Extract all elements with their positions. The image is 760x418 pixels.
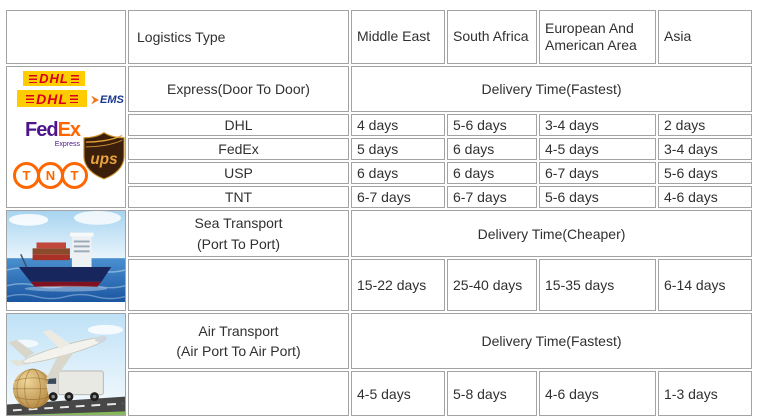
ems-logo-text: EMS xyxy=(100,94,124,106)
header-region-european-american: European And American Area xyxy=(539,10,656,64)
delivery-value: 3-4 days xyxy=(658,138,752,160)
header-region-south-africa: South Africa xyxy=(447,10,537,64)
tnt-letter-t: T xyxy=(61,162,88,189)
svg-text:ups: ups xyxy=(90,151,118,169)
dhl-stripes-icon xyxy=(70,95,78,103)
ems-logo-icon xyxy=(91,94,126,106)
delivery-value: 3-4 days xyxy=(539,114,656,136)
delivery-value: 15-35 days xyxy=(539,259,656,311)
dhl-stripes-icon xyxy=(71,75,79,83)
delivery-value: 6 days xyxy=(351,162,445,184)
carrier-logos-image xyxy=(7,67,125,194)
delivery-value: 4-5 days xyxy=(351,371,445,416)
fedex-fed-text: Fed xyxy=(25,119,58,141)
express-section-label: Express(Door To Door) xyxy=(128,66,349,112)
tnt-letter-n: N xyxy=(37,162,64,189)
fedex-express-text: Express xyxy=(54,141,81,148)
delivery-value: 5-6 days xyxy=(539,186,656,208)
delivery-value: 1-3 days xyxy=(658,371,752,416)
delivery-value: 6 days xyxy=(447,162,537,184)
sea-delivery-label: Delivery Time(Cheaper) xyxy=(351,210,752,257)
air-empty-cell xyxy=(128,371,349,416)
delivery-value: 4-5 days xyxy=(539,138,656,160)
delivery-value: 6-7 days xyxy=(351,186,445,208)
delivery-value: 2 days xyxy=(658,114,752,136)
carrier-name: USP xyxy=(128,162,349,184)
dhl-logo-text: DHL xyxy=(39,71,69,86)
tnt-logo-icon xyxy=(13,162,85,189)
header-region-middle-east: Middle East xyxy=(351,10,445,64)
fedex-logo-icon xyxy=(25,120,80,148)
air-transport-image xyxy=(7,314,125,415)
carrier-name: FedEx xyxy=(128,138,349,160)
dhl-stripes-icon xyxy=(26,95,34,103)
ems-arrow-icon xyxy=(91,96,99,105)
air-header-row xyxy=(6,313,752,369)
sea-label-line2: (Port To Port) xyxy=(197,235,280,252)
dhl-logo-text: DHL xyxy=(36,90,68,107)
ups-logo-icon xyxy=(83,131,125,183)
sea-transport-image xyxy=(7,211,125,302)
dhl-stripes-icon xyxy=(29,75,37,83)
delivery-value: 4-6 days xyxy=(539,371,656,416)
header-region-asia: Asia xyxy=(658,10,752,64)
air-label-line1: Air Transport xyxy=(198,322,279,339)
air-section-label xyxy=(128,313,349,369)
express-logos-cell xyxy=(6,66,126,208)
delivery-value: 25-40 days xyxy=(447,259,537,311)
delivery-value: 5-8 days xyxy=(447,371,537,416)
dhl-logo-icon xyxy=(23,71,85,86)
delivery-value: 6-7 days xyxy=(539,162,656,184)
sea-empty-cell xyxy=(128,259,349,311)
delivery-value: 4 days xyxy=(351,114,445,136)
delivery-value: 6 days xyxy=(447,138,537,160)
dhl-logo-icon xyxy=(17,90,87,107)
sea-label-line1: Sea Transport xyxy=(194,215,283,232)
delivery-value: 5-6 days xyxy=(658,162,752,184)
sea-section-label xyxy=(128,210,349,257)
express-header-row xyxy=(6,66,752,112)
air-delivery-label: Delivery Time(Fastest) xyxy=(351,313,752,369)
logistics-table xyxy=(4,8,754,418)
header-logo-spacer-cell xyxy=(6,10,126,64)
delivery-value: 6-7 days xyxy=(447,186,537,208)
tnt-letter-t: T xyxy=(13,162,40,189)
delivery-value: 6-14 days xyxy=(658,259,752,311)
delivery-value: 5-6 days xyxy=(447,114,537,136)
delivery-value: 5 days xyxy=(351,138,445,160)
sea-image-cell xyxy=(6,210,126,311)
fedex-ex-text: Ex xyxy=(57,119,81,141)
carrier-name: TNT xyxy=(128,186,349,208)
ems-dash-icon xyxy=(125,99,126,102)
air-label-line2: (Air Port To Air Port) xyxy=(176,343,301,360)
express-delivery-label: Delivery Time(Fastest) xyxy=(351,66,752,112)
header-row xyxy=(6,10,752,64)
sea-header-row xyxy=(6,210,752,257)
delivery-value: 4-6 days xyxy=(658,186,752,208)
air-image-cell xyxy=(6,313,126,416)
delivery-value: 15-22 days xyxy=(351,259,445,311)
header-logistics-type: Logistics Type xyxy=(128,10,349,64)
carrier-name: DHL xyxy=(128,114,349,136)
